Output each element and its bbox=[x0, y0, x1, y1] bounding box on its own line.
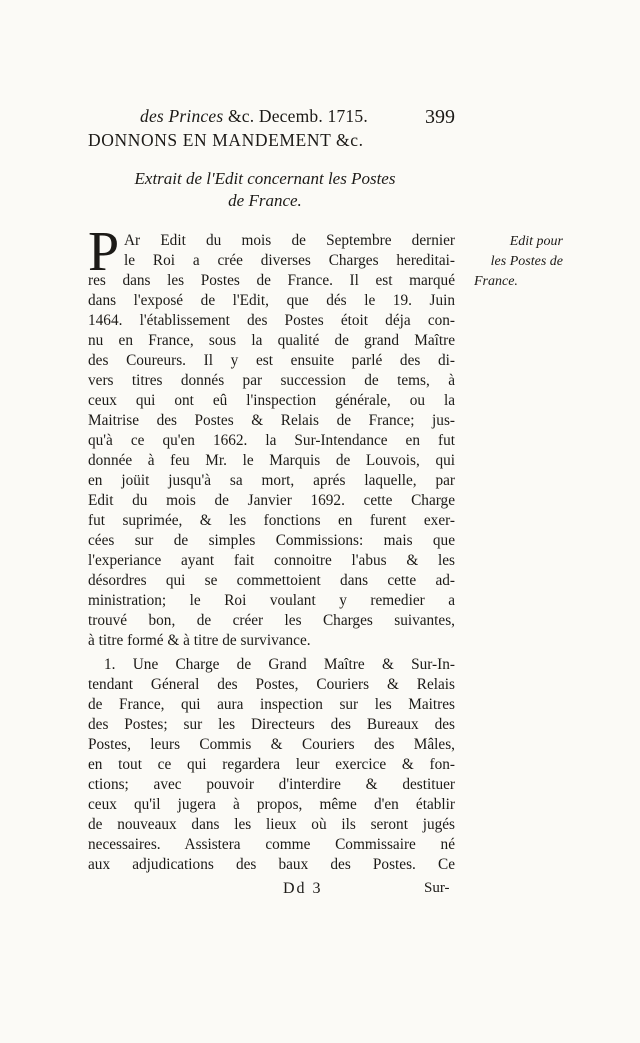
paragraph-2-line: necessaires. Assistera comme Commissaire né bbox=[88, 836, 455, 853]
section-title bbox=[100, 168, 430, 212]
paragraph-1-line: qu'à ce qu'en 1662. la Sur-Intendance en fut bbox=[88, 432, 455, 449]
paragraph-1-line: donnée à feu Mr. le Marquis de Louvois, qui bbox=[88, 452, 455, 469]
paragraph-1-line: des Coureurs. Il y est ensuite parlé des di- bbox=[88, 352, 455, 369]
paragraph-1-line: cées sur de simples Commissions: mais que bbox=[88, 532, 455, 549]
page-number: 399 bbox=[425, 106, 455, 128]
paragraph-1-line: res dans les Postes de France. Il est marqué bbox=[88, 272, 455, 289]
paragraph-1-line: nu en France, sous la qualité de grand Maître bbox=[88, 332, 455, 349]
margin-note-line-1: Edit pour bbox=[509, 234, 563, 249]
paragraph-2-line: aux adjudications des baux des Postes. Ce bbox=[88, 856, 455, 873]
margin-note-line-2: les Postes de bbox=[490, 254, 563, 269]
paragraph-2-line: ceux qu'il jugera à propos, même d'en établir bbox=[88, 796, 455, 813]
paragraph-1-line: 1464. l'établissement des Postes étoit déja con- bbox=[88, 312, 455, 329]
paragraph-1-line: trouvé bon, de créer les Charges suivantes, bbox=[88, 612, 455, 629]
margin-note-line-3: France. bbox=[474, 274, 518, 289]
paragraph-2-line: ctions; avec pouvoir d'interdire & destituer bbox=[88, 776, 455, 793]
paragraph-2-line: Postes, leurs Commis & Couriers des Mâles, bbox=[88, 736, 455, 753]
drop-cap: P bbox=[88, 221, 120, 283]
paragraph-1-line: Maitrise des Postes & Relais de France; jus- bbox=[88, 412, 455, 429]
paragraph-1-line: fut suprimée, & les fonctions en furent exer- bbox=[88, 512, 455, 529]
section-title-line-1: Extrait de l'Edit concernant les Postes bbox=[134, 169, 396, 188]
paragraph-2-line: 1. Une Charge de Grand Maître & Sur-In- bbox=[104, 656, 455, 673]
paragraph-2-line: en tout ce qui regardera leur exercice & fon- bbox=[88, 756, 455, 773]
running-head-italic: des Princes bbox=[140, 106, 224, 126]
catchword: Sur- bbox=[424, 880, 450, 896]
paragraph-1-line: vers titres donnés par succession de tems, à bbox=[88, 372, 455, 389]
paragraph-1-line: Edit du mois de Janvier 1692. cette Charge bbox=[88, 492, 455, 509]
paragraph-2-line: de nouveaux dans les lieux où ils seront jugés bbox=[88, 816, 455, 833]
paragraph-1-last-line: à titre formé & à titre de survivance. bbox=[88, 632, 311, 649]
section-title-line-2: de France. bbox=[228, 191, 302, 210]
paragraph-1-line: en joüit jusqu'à sa mort, aprés laquelle, par bbox=[88, 472, 455, 489]
paragraph-1-line: dans l'exposé de l'Edit, que dés le 19. Juin bbox=[88, 292, 455, 309]
paragraph-2-line: de France, qui aura inspection sur les Maitres bbox=[88, 696, 455, 713]
running-head-date: &c. Decemb. 1715. bbox=[223, 106, 368, 126]
paragraph-1-line: ceux qui ont eû l'inspection générale, ou la bbox=[88, 392, 455, 409]
paragraph-2-line: des Postes; sur les Directeurs des Bureaux des bbox=[88, 716, 455, 733]
mandement-line: DONNONS EN MANDEMENT &c. bbox=[88, 130, 364, 150]
paragraph-2-line: tendant Géneral des Postes, Couriers & Relais bbox=[88, 676, 455, 693]
paragraph-1-line: l'experiance ayant fait connoitre l'abus & les bbox=[88, 552, 455, 569]
paragraph-1-line: désordres qui se commettoient dans cette ad- bbox=[88, 572, 455, 589]
paragraph-1-line: le Roi a crée diverses Charges hereditai- bbox=[124, 252, 455, 269]
paragraph-1-line: ministration; le Roi voulant y remedier a bbox=[88, 592, 455, 609]
signature-mark: Dd 3 bbox=[283, 880, 323, 897]
paragraph-1-line: Ar Edit du mois de Septembre dernier bbox=[124, 232, 455, 249]
